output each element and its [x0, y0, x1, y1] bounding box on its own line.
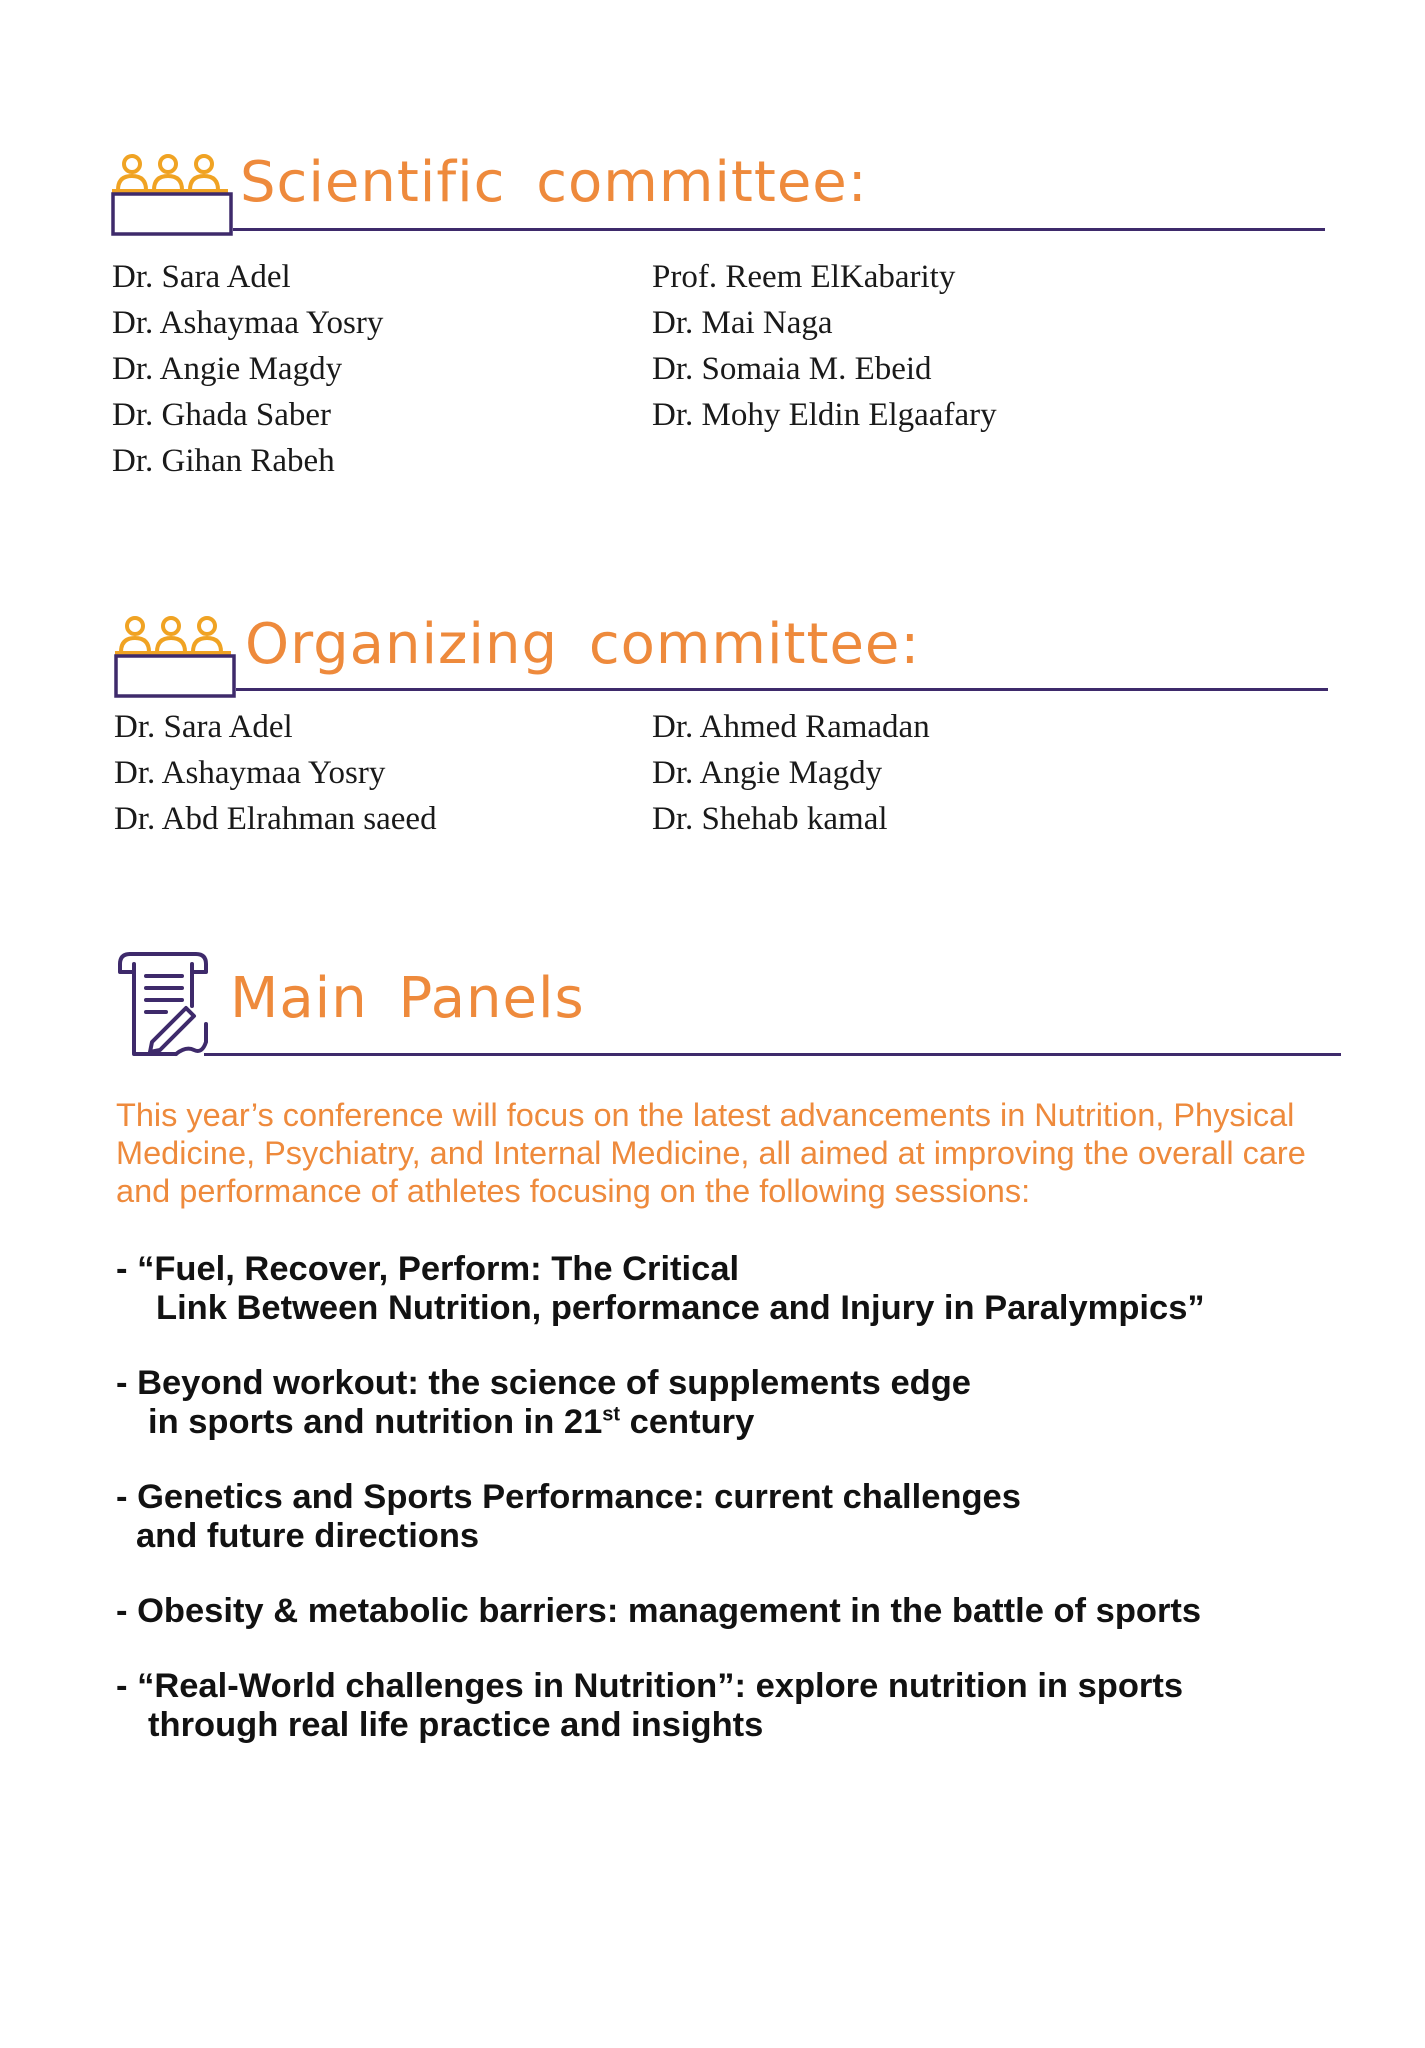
ordinal-suffix: st	[602, 1403, 621, 1426]
member-name: Dr. Ahmed Ramadan	[652, 709, 930, 745]
member-name: Dr. Ashaymaa Yosry	[114, 755, 386, 791]
session-line: - “Real-World challenges in Nutrition”: explore nutrition in sports	[116, 1667, 1184, 1705]
organizing-members-col1	[114, 704, 437, 842]
committee-icon	[113, 612, 239, 700]
member-name: Dr. Ghada Saber	[112, 397, 332, 433]
document-pen-icon	[116, 946, 212, 1062]
committee-icon	[110, 150, 236, 238]
session-item	[116, 1250, 1205, 1328]
session-line: Link Between Nutrition, performance and Injury in Paralympics”	[156, 1289, 1205, 1327]
session-line: in sports and nutrition in 21	[148, 1403, 603, 1441]
scientific-members-col2	[652, 254, 997, 438]
member-name: Dr. Angie Magdy	[652, 755, 883, 791]
member-name: Dr. Ashaymaa Yosry	[112, 305, 384, 341]
member-name: Dr. Mai Naga	[652, 305, 833, 341]
scientific-members-col1	[112, 254, 383, 484]
member-name: Dr. Sara Adel	[112, 259, 291, 295]
session-list	[116, 1250, 1205, 1781]
main-panels-title: Main Panels	[230, 966, 585, 1031]
main-panels-divider	[204, 1053, 1341, 1056]
session-line: - Genetics and Sports Performance: current challenges	[116, 1478, 1021, 1516]
organizing-members-col2	[652, 704, 930, 842]
scientific-divider	[233, 228, 1325, 231]
session-line: through real life practice and insights	[148, 1706, 764, 1744]
session-line: and future directions	[136, 1517, 480, 1555]
member-name: Dr. Somaia M. Ebeid	[652, 351, 932, 387]
member-name: Dr. Angie Magdy	[112, 351, 343, 387]
session-item	[116, 1364, 1205, 1442]
member-name: Dr. Abd Elrahman saeed	[114, 801, 437, 837]
session-line: - “Fuel, Recover, Perform: The Critical	[116, 1250, 740, 1288]
member-name: Dr. Shehab kamal	[652, 801, 888, 837]
session-item	[116, 1667, 1205, 1745]
scientific-committee-title: Scientific committee:	[240, 150, 868, 215]
session-item	[116, 1478, 1205, 1556]
session-line-wrap	[116, 1403, 1205, 1442]
member-name: Prof. Reem ElKabarity	[652, 259, 956, 295]
member-name: Dr. Sara Adel	[114, 709, 293, 745]
session-item	[116, 1592, 1205, 1631]
session-line-end: century	[620, 1403, 755, 1441]
panels-intro-text: This year’s conference will focus on the latest advancements in Nutrition, Physical Medicine, Psychiatry, and Internal Medicine, all aimed at improving the overall care and performance of athletes focusing on the following sessions:	[116, 1097, 1306, 1209]
session-line: - Beyond workout: the science of supplements edge	[116, 1364, 971, 1402]
member-name: Dr. Gihan Rabeh	[112, 443, 335, 479]
session-line: - Obesity & metabolic barriers: management in the battle of sports	[116, 1592, 1202, 1630]
member-name: Dr. Mohy Eldin Elgaafary	[652, 397, 997, 433]
organizing-divider	[236, 688, 1328, 691]
organizing-committee-title: Organizing committee:	[245, 612, 921, 677]
